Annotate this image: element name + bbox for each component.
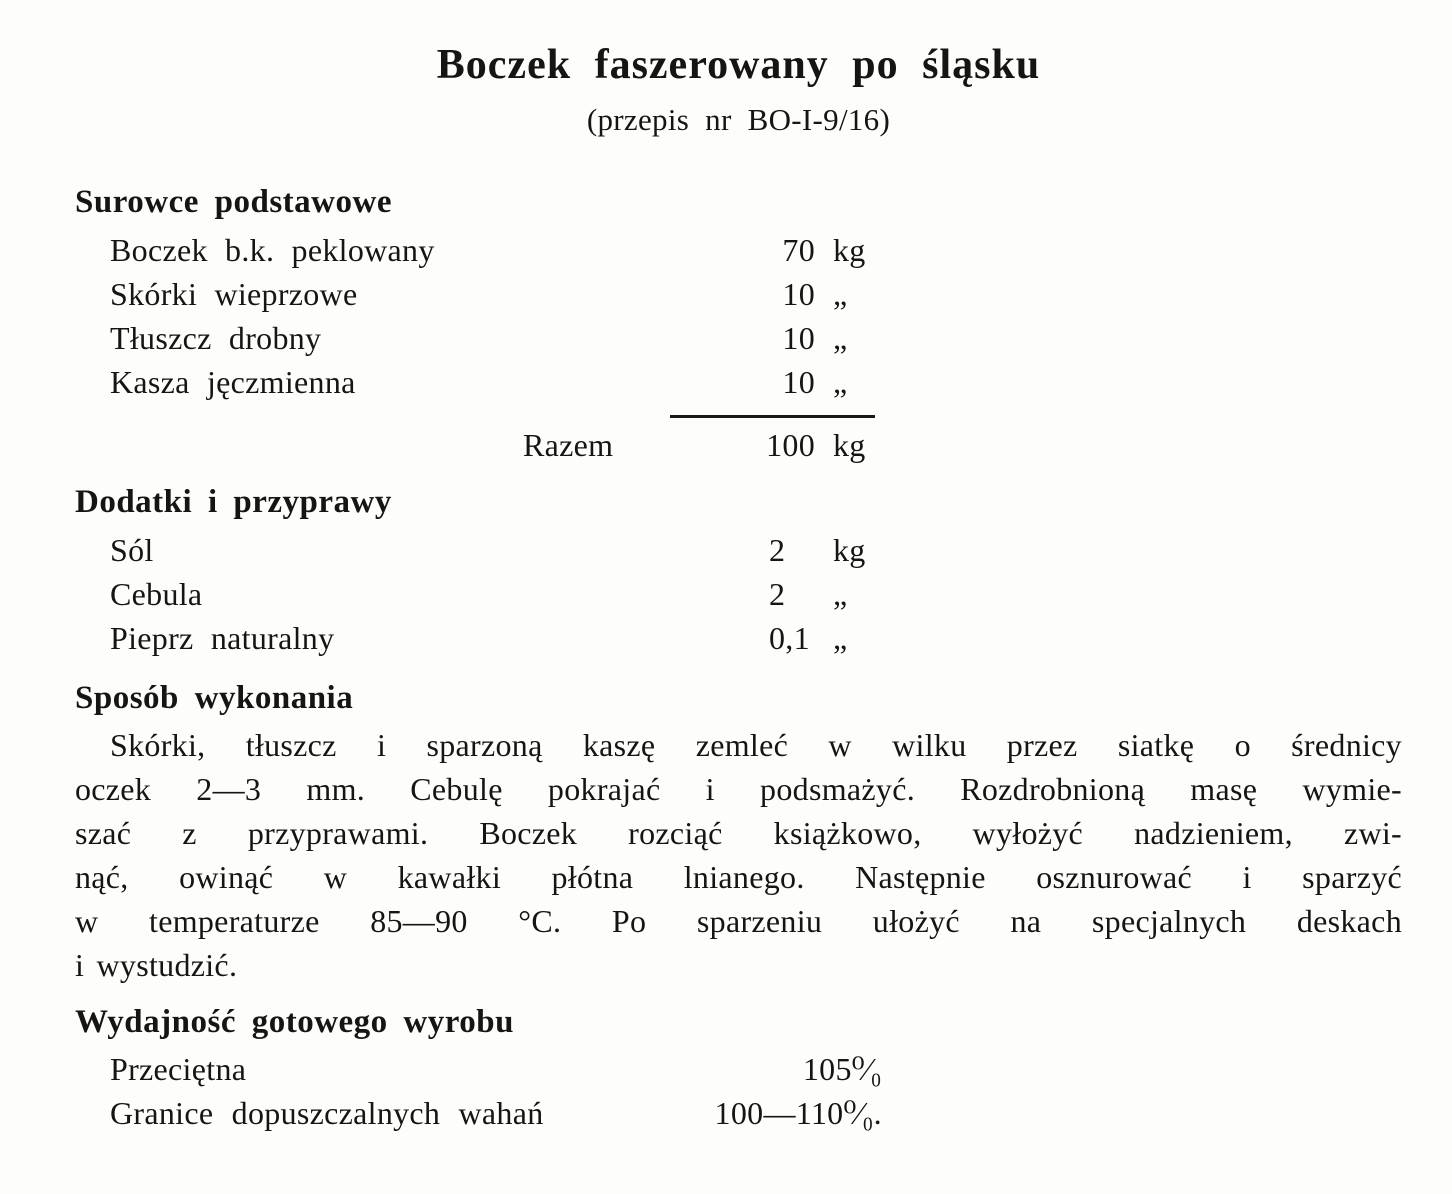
ingredient-qty: 10 [782, 276, 815, 312]
ingredient-label: Kasza jęczmienna [110, 364, 356, 400]
ingredient-qty: 0,1 [769, 620, 810, 656]
ingredient-unit-ditto: „ [833, 320, 848, 356]
ingredient-label: Skórki wieprzowe [110, 276, 358, 312]
heading-dodatki-i-przyprawy: Dodatki i przyprawy [75, 484, 392, 520]
method-paragraph-line: nąć, owinąć w kawałki płótna lnianego. Następnie osznurować i sparzyć [75, 859, 1402, 895]
method-paragraph-line: i wystudzić. [75, 947, 238, 983]
sum-rule [670, 415, 875, 418]
ingredient-unit: kg [833, 232, 866, 268]
page-title: Boczek faszerowany po śląsku [436, 42, 1041, 88]
ingredient-qty: 10 [782, 320, 815, 356]
surowce-rows [75, 228, 1402, 404]
ingredient-row [75, 316, 1402, 360]
method-paragraph [75, 723, 1402, 987]
ingredient-label: Pieprz naturalny [110, 620, 335, 656]
ingredient-unit-ditto: „ [833, 620, 848, 656]
yield-row [75, 1047, 1402, 1091]
ingredient-qty: 10 [782, 364, 815, 400]
ingredient-label: Tłuszcz drobny [110, 320, 322, 356]
ingredient-unit-ditto: „ [833, 364, 848, 400]
method-paragraph-line: w temperaturze 85—90 °C. Po sparzeniu ułożyć na specjalnych deskach [75, 903, 1402, 939]
total-label: Razem [523, 427, 614, 463]
total-qty: 100 [766, 427, 815, 463]
recipe-number: (przepis nr BO-I-9/16) [586, 102, 891, 137]
ingredient-qty: 2 [769, 576, 786, 612]
ingredient-row [75, 228, 1402, 272]
yield-value: 105⁰⁄₀ [802, 1051, 882, 1087]
ingredient-label: Cebula [110, 576, 203, 612]
ingredient-unit-ditto: „ [833, 576, 848, 612]
heading-surowce-podstawowe: Surowce podstawowe [75, 184, 392, 220]
ingredient-unit: kg [833, 532, 866, 568]
ingredient-row [75, 616, 1402, 660]
ingredient-label: Sól [110, 532, 154, 568]
heading-wydajnosc-gotowego-wyrobu: Wydajność gotowego wyrobu [75, 1004, 515, 1040]
yield-row [75, 1091, 1402, 1135]
yield-rows [75, 1047, 1402, 1135]
ingredient-row [75, 572, 1402, 616]
ingredient-qty: 70 [782, 232, 815, 268]
method-paragraph-line: Skórki, tłuszcz i sparzoną kaszę zemleć w wilku przez siatkę o średnicy [110, 727, 1402, 763]
ingredient-row [75, 528, 1402, 572]
heading-sposob-wykonania: Sposób wykonania [75, 680, 354, 716]
ingredient-label: Boczek b.k. peklowany [110, 232, 435, 268]
method-paragraph-line: oczek 2—3 mm. Cebulę pokrajać i podsmażyć. Rozdrobnioną masę wymie- [75, 771, 1402, 807]
total-unit: kg [833, 427, 866, 463]
method-paragraph-line: szać z przyprawami. Boczek rozciąć książkowo, wyłożyć nadzieniem, zwi- [75, 815, 1402, 851]
total-row [75, 422, 1402, 468]
yield-label: Granice dopuszczalnych wahań [110, 1095, 544, 1131]
ingredient-unit-ditto: „ [833, 276, 848, 312]
ingredient-qty: 2 [769, 532, 786, 568]
ingredient-row [75, 272, 1402, 316]
yield-label: Przeciętna [110, 1051, 247, 1087]
dodatki-rows [75, 528, 1402, 660]
yield-value: 100—110⁰⁄₀. [714, 1095, 882, 1131]
ingredient-row [75, 360, 1402, 404]
